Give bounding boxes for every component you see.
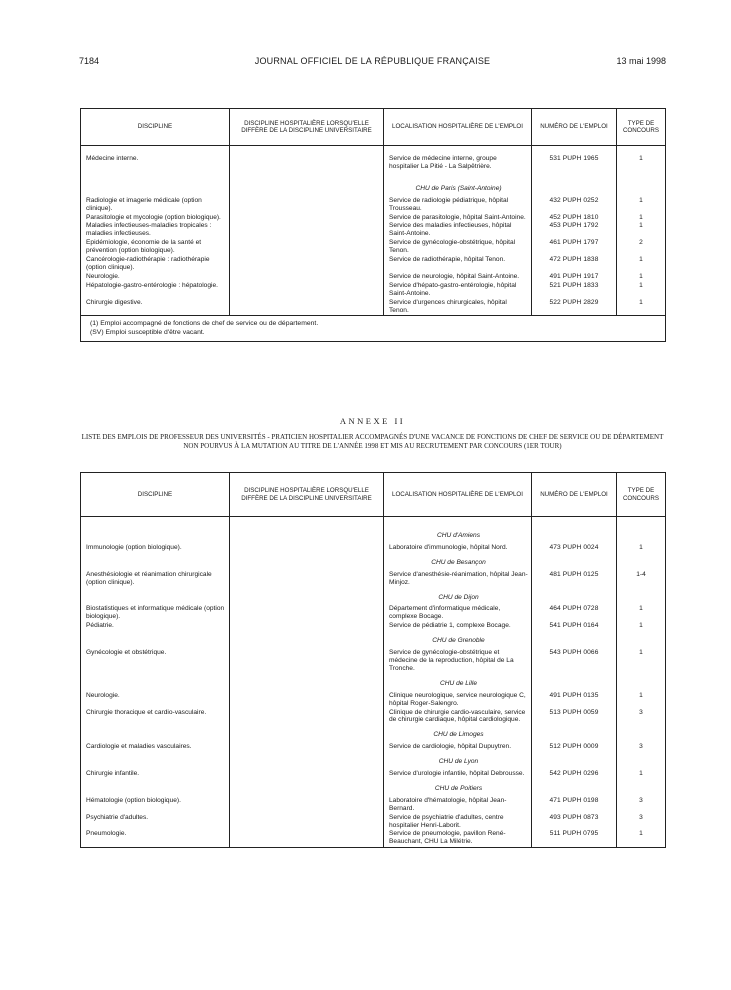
spacer-cell [230, 146, 384, 156]
discipline-cell: Radiologie et imagerie médicale (option clinique). [86, 196, 202, 212]
discipline-hospitaliere-cell [230, 725, 384, 743]
type-cell [617, 526, 666, 544]
table-row [81, 256, 666, 273]
numero-cell [532, 588, 617, 606]
spacer-cell [81, 146, 230, 156]
table-row [81, 155, 666, 179]
discipline-hospitaliere-cell [230, 709, 384, 726]
numero-cell: 432 PUPH 0252 [532, 197, 617, 214]
localisation-cell: Service d'hépato-gastro-entérologie, hôpital Saint-Antoine. [384, 282, 532, 299]
type-cell: 3 [617, 814, 666, 831]
localisation-cell: Service de parasitologie, hôpital Saint-Antoine. [384, 214, 532, 223]
localisation-cell: Service de psychiatrie d'adultes, centre hospitalier Henri-Laborit. [384, 814, 532, 831]
type-cell: 1 [617, 770, 666, 779]
discipline-hospitaliere-cell [230, 282, 384, 299]
type-cell: 1 [617, 544, 666, 553]
discipline-cell [81, 725, 230, 743]
col-header-discipline-hospitaliere: DISCIPLINE HOSPITALIÈRE LORSQU'ELLE DIFFÈRE DE LA DISCIPLINE UNIVERSITAIRE [230, 109, 384, 146]
table-row [81, 622, 666, 631]
type-cell [617, 631, 666, 649]
discipline-hospitaliere-cell [230, 197, 384, 214]
localisation-cell: Service d'anesthésie-réanimation, hôpital Jean-Minjoz. [384, 571, 532, 588]
col-header-localisation: LOCALISATION HOSPITALIÈRE DE L'EMPLOI [384, 473, 532, 517]
chu-group-row [81, 631, 666, 649]
discipline-hospitaliere-cell [230, 544, 384, 553]
discipline-hospitaliere-cell [230, 797, 384, 814]
discipline-cell [81, 779, 230, 797]
discipline-cell: Pédiatrie. [86, 622, 114, 630]
table-header-row [81, 109, 666, 146]
localisation-cell: Laboratoire d'hématologie, hôpital Jean-Bernard. [384, 797, 532, 814]
discipline-hospitaliere-cell [230, 674, 384, 692]
discipline-hospitaliere-cell [230, 605, 384, 622]
discipline-cell: Neurologie. [86, 272, 120, 280]
col-header-numero: NUMÉRO DE L'EMPLOI [532, 473, 617, 517]
numero-cell: 493 PUPH 0873 [532, 814, 617, 831]
spacer-cell [532, 146, 617, 156]
discipline-hospitaliere-cell [230, 571, 384, 588]
numero-cell [532, 553, 617, 571]
chu-group-row [81, 725, 666, 743]
discipline-cell [81, 674, 230, 692]
discipline-hospitaliere-cell [230, 752, 384, 770]
numero-cell [532, 725, 617, 743]
table-row [81, 605, 666, 622]
numero-cell: 542 PUPH 0296 [532, 770, 617, 779]
discipline-hospitaliere-cell [230, 299, 384, 316]
discipline-cell: Chirurgie digestive. [86, 298, 143, 306]
spacer-cell [617, 517, 666, 527]
localisation-cell: Service de pneumologie, pavillon René-Beauchant, CHU La Milétrie. [384, 830, 532, 847]
localisation-cell: Service de pédiatrie 1, complexe Bocage. [384, 622, 532, 631]
localisation-cell: Clinique de chirurgie cardio-vasculaire, service de chirurgie cardiaque, hôpital cardiologique. [384, 709, 532, 726]
numero-cell: 543 PUPH 0066 [532, 649, 617, 674]
discipline-hospitaliere-cell [230, 743, 384, 752]
localisation-cell: Service de radiologie pédiatrique, hôpital Trousseau. [384, 197, 532, 214]
table-row [81, 282, 666, 299]
discipline-cell: Cardiologie et maladies vasculaires. [86, 743, 192, 751]
numero-cell: 461 PUPH 1797 [532, 239, 617, 256]
numero-cell: 522 PUPH 2829 [532, 299, 617, 316]
footnote-susceptible-vacant: (SV) Emploi susceptible d'être vacant. [90, 328, 205, 336]
type-cell: 1 [617, 273, 666, 282]
type-cell: 1 [617, 622, 666, 631]
discipline-cell: Parasitologie et mycologie (option biologique). [86, 213, 221, 221]
page-number: 7184 [79, 56, 100, 66]
table-row [81, 197, 666, 214]
col-header-type: TYPE DE CONCOURS [617, 473, 666, 517]
chu-group-row [81, 779, 666, 797]
table-row [81, 709, 666, 726]
type-cell: 1 [617, 830, 666, 847]
discipline-cell [81, 752, 230, 770]
localisation-cell: Clinique neurologique, service neurologique C, hôpital Roger-Salengro. [384, 692, 532, 709]
type-cell: 1 [617, 197, 666, 214]
chu-group-row [81, 553, 666, 571]
type-cell [617, 588, 666, 606]
discipline-hospitaliere-cell [230, 239, 384, 256]
discipline-cell [81, 553, 230, 571]
chu-heading: CHU de Limoges [384, 725, 532, 743]
discipline-hospitaliere-cell [230, 222, 384, 239]
chu-heading: CHU de Besançon [384, 553, 532, 571]
discipline-hospitaliere-cell [230, 830, 384, 847]
numero-cell: 453 PUPH 1792 [532, 222, 617, 239]
localisation-cell: Service de médecine interne, groupe hospitalier La Pitié - La Salpêtrière. [384, 155, 532, 179]
spacer-cell [384, 517, 532, 527]
discipline-hospitaliere-cell [230, 770, 384, 779]
footnote-chef-service: (1) Emploi accompagné de fonctions de chef de service ou de département. [90, 320, 319, 328]
discipline-cell: Chirurgie infantile. [86, 770, 140, 778]
table-row [81, 571, 666, 588]
numero-cell: 511 PUPH 0795 [532, 830, 617, 847]
type-cell [617, 553, 666, 571]
localisation-cell: Service des maladies infectieuses, hôpital Saint-Antoine. [384, 222, 532, 239]
chu-heading: CHU de Lyon [384, 752, 532, 770]
numero-cell: 472 PUPH 1838 [532, 256, 617, 273]
col-header-discipline: DISCIPLINE [81, 473, 230, 517]
table-row [81, 544, 666, 553]
numero-cell: 541 PUPH 0164 [532, 622, 617, 631]
discipline-cell: Anesthésiologie et réanimation chirurgicale (option clinique). [86, 570, 212, 586]
table-row [81, 814, 666, 831]
numero-cell: 531 PUPH 1965 [532, 155, 617, 179]
table-row [81, 797, 666, 814]
spacer-cell [617, 146, 666, 156]
numero-cell [532, 779, 617, 797]
numero-cell: 521 PUPH 1833 [532, 282, 617, 299]
annexe-title: ANNEXE II [339, 416, 406, 426]
table-row [81, 692, 666, 709]
discipline-hospitaliere-cell [230, 631, 384, 649]
chu-group-row [81, 674, 666, 692]
discipline-cell: Biostatistiques et informatique médicale (option biologique). [86, 605, 225, 621]
type-cell: 1 [617, 282, 666, 299]
discipline-cell: Chirurgie thoracique et cardio-vasculaire. [86, 708, 207, 716]
type-cell [617, 725, 666, 743]
page-header [79, 56, 666, 70]
footnote-row [81, 316, 666, 341]
discipline-hospitaliere-cell [230, 155, 384, 179]
discipline-hospitaliere-cell [230, 553, 384, 571]
type-cell: 1-4 [617, 571, 666, 588]
chu-heading: CHU de Poitiers [384, 779, 532, 797]
discipline-cell [81, 588, 230, 606]
discipline-hospitaliere-cell [230, 622, 384, 631]
numero-cell [532, 631, 617, 649]
discipline-cell: Médecine interne. [86, 155, 139, 162]
type-cell: 3 [617, 709, 666, 726]
chu-heading: CHU de Grenoble [384, 631, 532, 649]
numero-cell: 513 PUPH 0059 [532, 709, 617, 726]
discipline-cell: Immunologie (option biologique). [86, 543, 182, 551]
discipline-cell: Pneumologie. [86, 830, 127, 838]
type-cell: 1 [617, 214, 666, 223]
posts-table-annex-1 [80, 108, 666, 342]
discipline-hospitaliere-cell [230, 179, 384, 197]
col-header-discipline-hospitaliere: DISCIPLINE HOSPITALIÈRE LORSQU'ELLE DIFFÈRE DE LA DISCIPLINE UNIVERSITAIRE [230, 473, 384, 517]
spacer-row [81, 517, 666, 527]
localisation-cell: Service de neurologie, hôpital Saint-Antoine. [384, 273, 532, 282]
table-row [81, 214, 666, 223]
discipline-cell: Epidémiologie, économie de la santé et prévention (option biologique). [86, 239, 202, 255]
numero-cell: 464 PUPH 0728 [532, 605, 617, 622]
chu-heading: CHU de Lille [384, 674, 532, 692]
col-header-discipline: DISCIPLINE [81, 109, 230, 146]
table-row [81, 222, 666, 239]
discipline-cell: Neurologie. [86, 691, 120, 699]
spacer-cell [532, 517, 617, 527]
discipline-hospitaliere-cell [230, 779, 384, 797]
type-cell: 1 [617, 256, 666, 273]
chu-group-row [81, 588, 666, 606]
numero-cell: 491 PUPH 0135 [532, 692, 617, 709]
numero-cell [532, 752, 617, 770]
table-header-row [81, 473, 666, 517]
type-cell: 1 [617, 605, 666, 622]
issue-date: 13 mai 1998 [616, 56, 666, 66]
type-cell: 1 [617, 649, 666, 674]
type-cell: 2 [617, 239, 666, 256]
discipline-hospitaliere-cell [230, 214, 384, 223]
discipline-hospitaliere-cell [230, 692, 384, 709]
table-row [81, 743, 666, 752]
type-cell: 1 [617, 692, 666, 709]
discipline-cell [81, 526, 230, 544]
table-row [81, 770, 666, 779]
discipline-cell: Maladies infectieuses-maladies tropicales : maladies infectieuses. [86, 222, 212, 238]
numero-cell [532, 526, 617, 544]
chu-heading: CHU d'Amiens [384, 526, 532, 544]
table-row [81, 830, 666, 847]
discipline-cell: Cancérologie-radiothérapie : radiothérapie (option clinique). [86, 256, 210, 271]
localisation-cell: Service de gynécologie-obstétrique et médecine de la reproduction, hôpital de La Tronche. [384, 649, 532, 674]
numero-cell: 452 PUPH 1810 [532, 214, 617, 223]
type-cell: 3 [617, 797, 666, 814]
numero-cell: 481 PUPH 0125 [532, 571, 617, 588]
col-header-localisation: LOCALISATION HOSPITALIÈRE DE L'EMPLOI [384, 109, 532, 146]
type-cell: 1 [617, 222, 666, 239]
discipline-hospitaliere-cell [230, 814, 384, 831]
discipline-hospitaliere-cell [230, 649, 384, 674]
localisation-cell: Service de cardiologie, hôpital Dupuytren. [384, 743, 532, 752]
discipline-cell: Psychiatrie d'adultes. [86, 813, 149, 821]
localisation-cell: Service d'urologie infantile, hôpital Debrousse. [384, 770, 532, 779]
spacer-row [81, 146, 666, 156]
spacer-cell [230, 517, 384, 527]
numero-cell [532, 179, 617, 197]
numero-cell: 471 PUPH 0198 [532, 797, 617, 814]
spacer-cell [384, 146, 532, 156]
localisation-cell: Service de gynécologie-obstétrique, hôpital Tenon. [384, 239, 532, 256]
discipline-hospitaliere-cell [230, 273, 384, 282]
type-cell [617, 752, 666, 770]
chu-heading: CHU de Paris (Saint-Antoine) [384, 179, 532, 197]
discipline-hospitaliere-cell [230, 588, 384, 606]
col-header-type: TYPE DE CONCOURS [617, 109, 666, 146]
table-row [81, 239, 666, 256]
type-cell [617, 674, 666, 692]
discipline-cell [81, 631, 230, 649]
type-cell: 1 [617, 155, 666, 179]
numero-cell: 491 PUPH 1917 [532, 273, 617, 282]
journal-title: JOURNAL OFFICIEL DE LA RÉPUBLIQUE FRANÇAISE [254, 56, 491, 66]
footnotes [81, 316, 666, 341]
table-row [81, 273, 666, 282]
numero-cell [532, 674, 617, 692]
type-cell [617, 179, 666, 197]
type-cell: 3 [617, 743, 666, 752]
posts-table-annex-2 [80, 472, 666, 848]
type-cell [617, 779, 666, 797]
annexe-list-title: LISTE DES EMPLOIS DE PROFESSEUR DES UNIVERSITÉS - PRATICIEN HOSPITALIER ACCOMPAGNÉS D'UNE VACANCE DE FONCTIONS DE CHEF DE SERVICE OU DE DÉPARTEMENT NON POURVUS À LA MUTATION AU TITRE DE L'ANNÉE 1998 ET MIS AU RECRUTEMENT PAR CONCOURS (1ER TOUR) [81, 433, 664, 451]
localisation-cell: Service d'urgences chirurgicales, hôpital Tenon. [384, 299, 532, 316]
numero-cell: 473 PUPH 0024 [532, 544, 617, 553]
table-row [81, 649, 666, 674]
discipline-hospitaliere-cell [230, 256, 384, 273]
discipline-cell: Gynécologie et obstétrique. [86, 649, 167, 657]
discipline-cell [81, 179, 230, 197]
chu-group-row [81, 526, 666, 544]
chu-group-row [81, 179, 666, 197]
type-cell: 1 [617, 299, 666, 316]
localisation-cell: Département d'informatique médicale, complexe Bocage. [384, 605, 532, 622]
col-header-numero: NUMÉRO DE L'EMPLOI [532, 109, 617, 146]
discipline-hospitaliere-cell [230, 526, 384, 544]
table-row [81, 299, 666, 316]
localisation-cell: Laboratoire d'immunologie, hôpital Nord. [384, 544, 532, 553]
discipline-cell: Hématologie (option biologique). [86, 796, 181, 804]
numero-cell: 512 PUPH 0009 [532, 743, 617, 752]
spacer-cell [81, 517, 230, 527]
discipline-cell: Hépatologie-gastro-entérologie : hépatologie. [86, 281, 218, 289]
chu-group-row [81, 752, 666, 770]
chu-heading: CHU de Dijon [384, 588, 532, 606]
localisation-cell: Service de radiothérapie, hôpital Tenon. [384, 256, 532, 273]
